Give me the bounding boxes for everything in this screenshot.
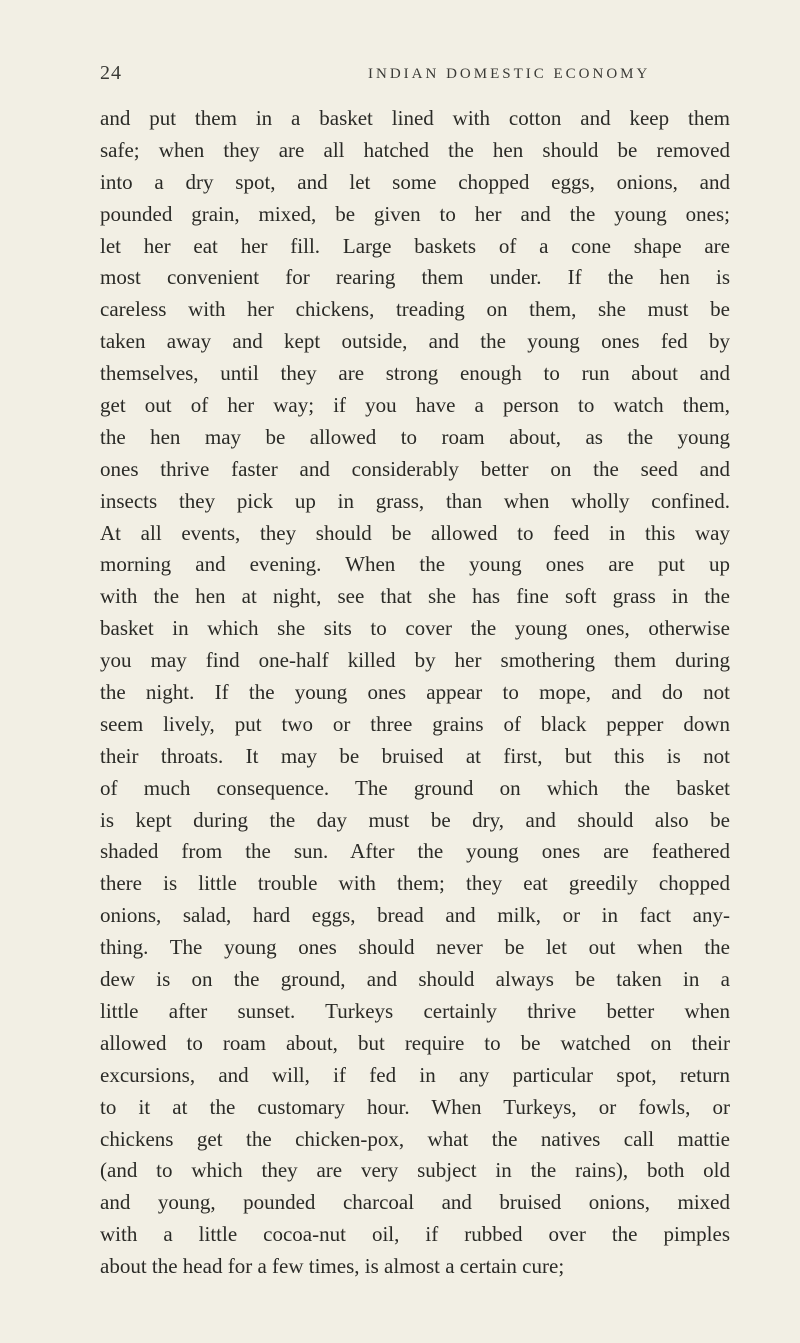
text-line: their throats. It may be bruised at first, but this is not [100, 743, 730, 768]
text-line: (and to which they are very subject in the rains), both old [100, 1158, 730, 1183]
text-line: basket in which she sits to cover the young ones, otherwise [100, 616, 730, 641]
text-line: morning and evening. When the young ones are put up [100, 552, 730, 577]
text-line: get out of her way; if you have a person to watch them, [100, 393, 730, 418]
text-line: of much consequence. The ground on which the basket [100, 775, 730, 800]
text-line: At all events, they should be allowed to feed in this way [100, 520, 730, 545]
text-line: onions, salad, hard eggs, bread and milk, or in fact any- [100, 903, 730, 928]
page-number: 24 [100, 62, 122, 84]
text-line: the hen may be allowed to roam about, as the young [100, 424, 730, 449]
text-line: most convenient for rearing them under. If the hen is [100, 265, 730, 290]
running-title: INDIAN DOMESTIC ECONOMY [368, 66, 651, 82]
text-line: with a little cocoa-nut oil, if rubbed over the pimples [100, 1222, 730, 1247]
text-line: to it at the customary hour. When Turkeys, or fowls, or [100, 1094, 730, 1119]
text-line: you may find one-half killed by her smothering them during [100, 648, 730, 673]
text-line: chickens get the chicken-pox, what the natives call mattie [100, 1126, 730, 1151]
text-line: about the head for a few times, is almost a certain cure; [100, 1254, 565, 1279]
text-line: and put them in a basket lined with cotton and keep them [100, 106, 730, 130]
text-line: dew is on the ground, and should always be taken in a [100, 967, 730, 992]
text-line: thing. The young ones should never be let out when the [100, 935, 730, 960]
body-text [100, 103, 730, 1283]
text-line: taken away and kept outside, and the young ones fed by [100, 329, 730, 354]
text-line: is kept during the day must be dry, and should also be [100, 807, 730, 832]
text-line: themselves, until they are strong enough to run about and [100, 361, 730, 386]
text-line: ones thrive faster and considerably better on the seed and [100, 456, 730, 481]
text-line: safe; when they are all hatched the hen should be removed [100, 137, 730, 162]
text-line: little after sunset. Turkeys certainly thrive better when [100, 998, 730, 1023]
text-line: let her eat her fill. Large baskets of a cone shape are [100, 233, 730, 258]
page-header [100, 62, 730, 92]
text-line: shaded from the sun. After the young ones are feathered [100, 839, 730, 864]
text-line: with the hen at night, see that she has fine soft grass in the [100, 584, 730, 609]
text-line: pounded grain, mixed, be given to her and the young ones; [100, 201, 730, 226]
text-line: allowed to roam about, but require to be watched on their [100, 1030, 730, 1055]
text-line: the night. If the young ones appear to mope, and do not [100, 680, 730, 705]
text-line: into a dry spot, and let some chopped eggs, onions, and [100, 169, 730, 194]
text-line: excursions, and will, if fed in any particular spot, return [100, 1062, 730, 1087]
text-line: seem lively, put two or three grains of black pepper down [100, 711, 730, 736]
text-line: careless with her chickens, treading on them, she must be [100, 297, 730, 322]
text-line: insects they pick up in grass, than when wholly confined. [100, 488, 730, 513]
text-line: and young, pounded charcoal and bruised onions, mixed [100, 1190, 730, 1215]
text-line: there is little trouble with them; they eat greedily chopped [100, 871, 730, 896]
